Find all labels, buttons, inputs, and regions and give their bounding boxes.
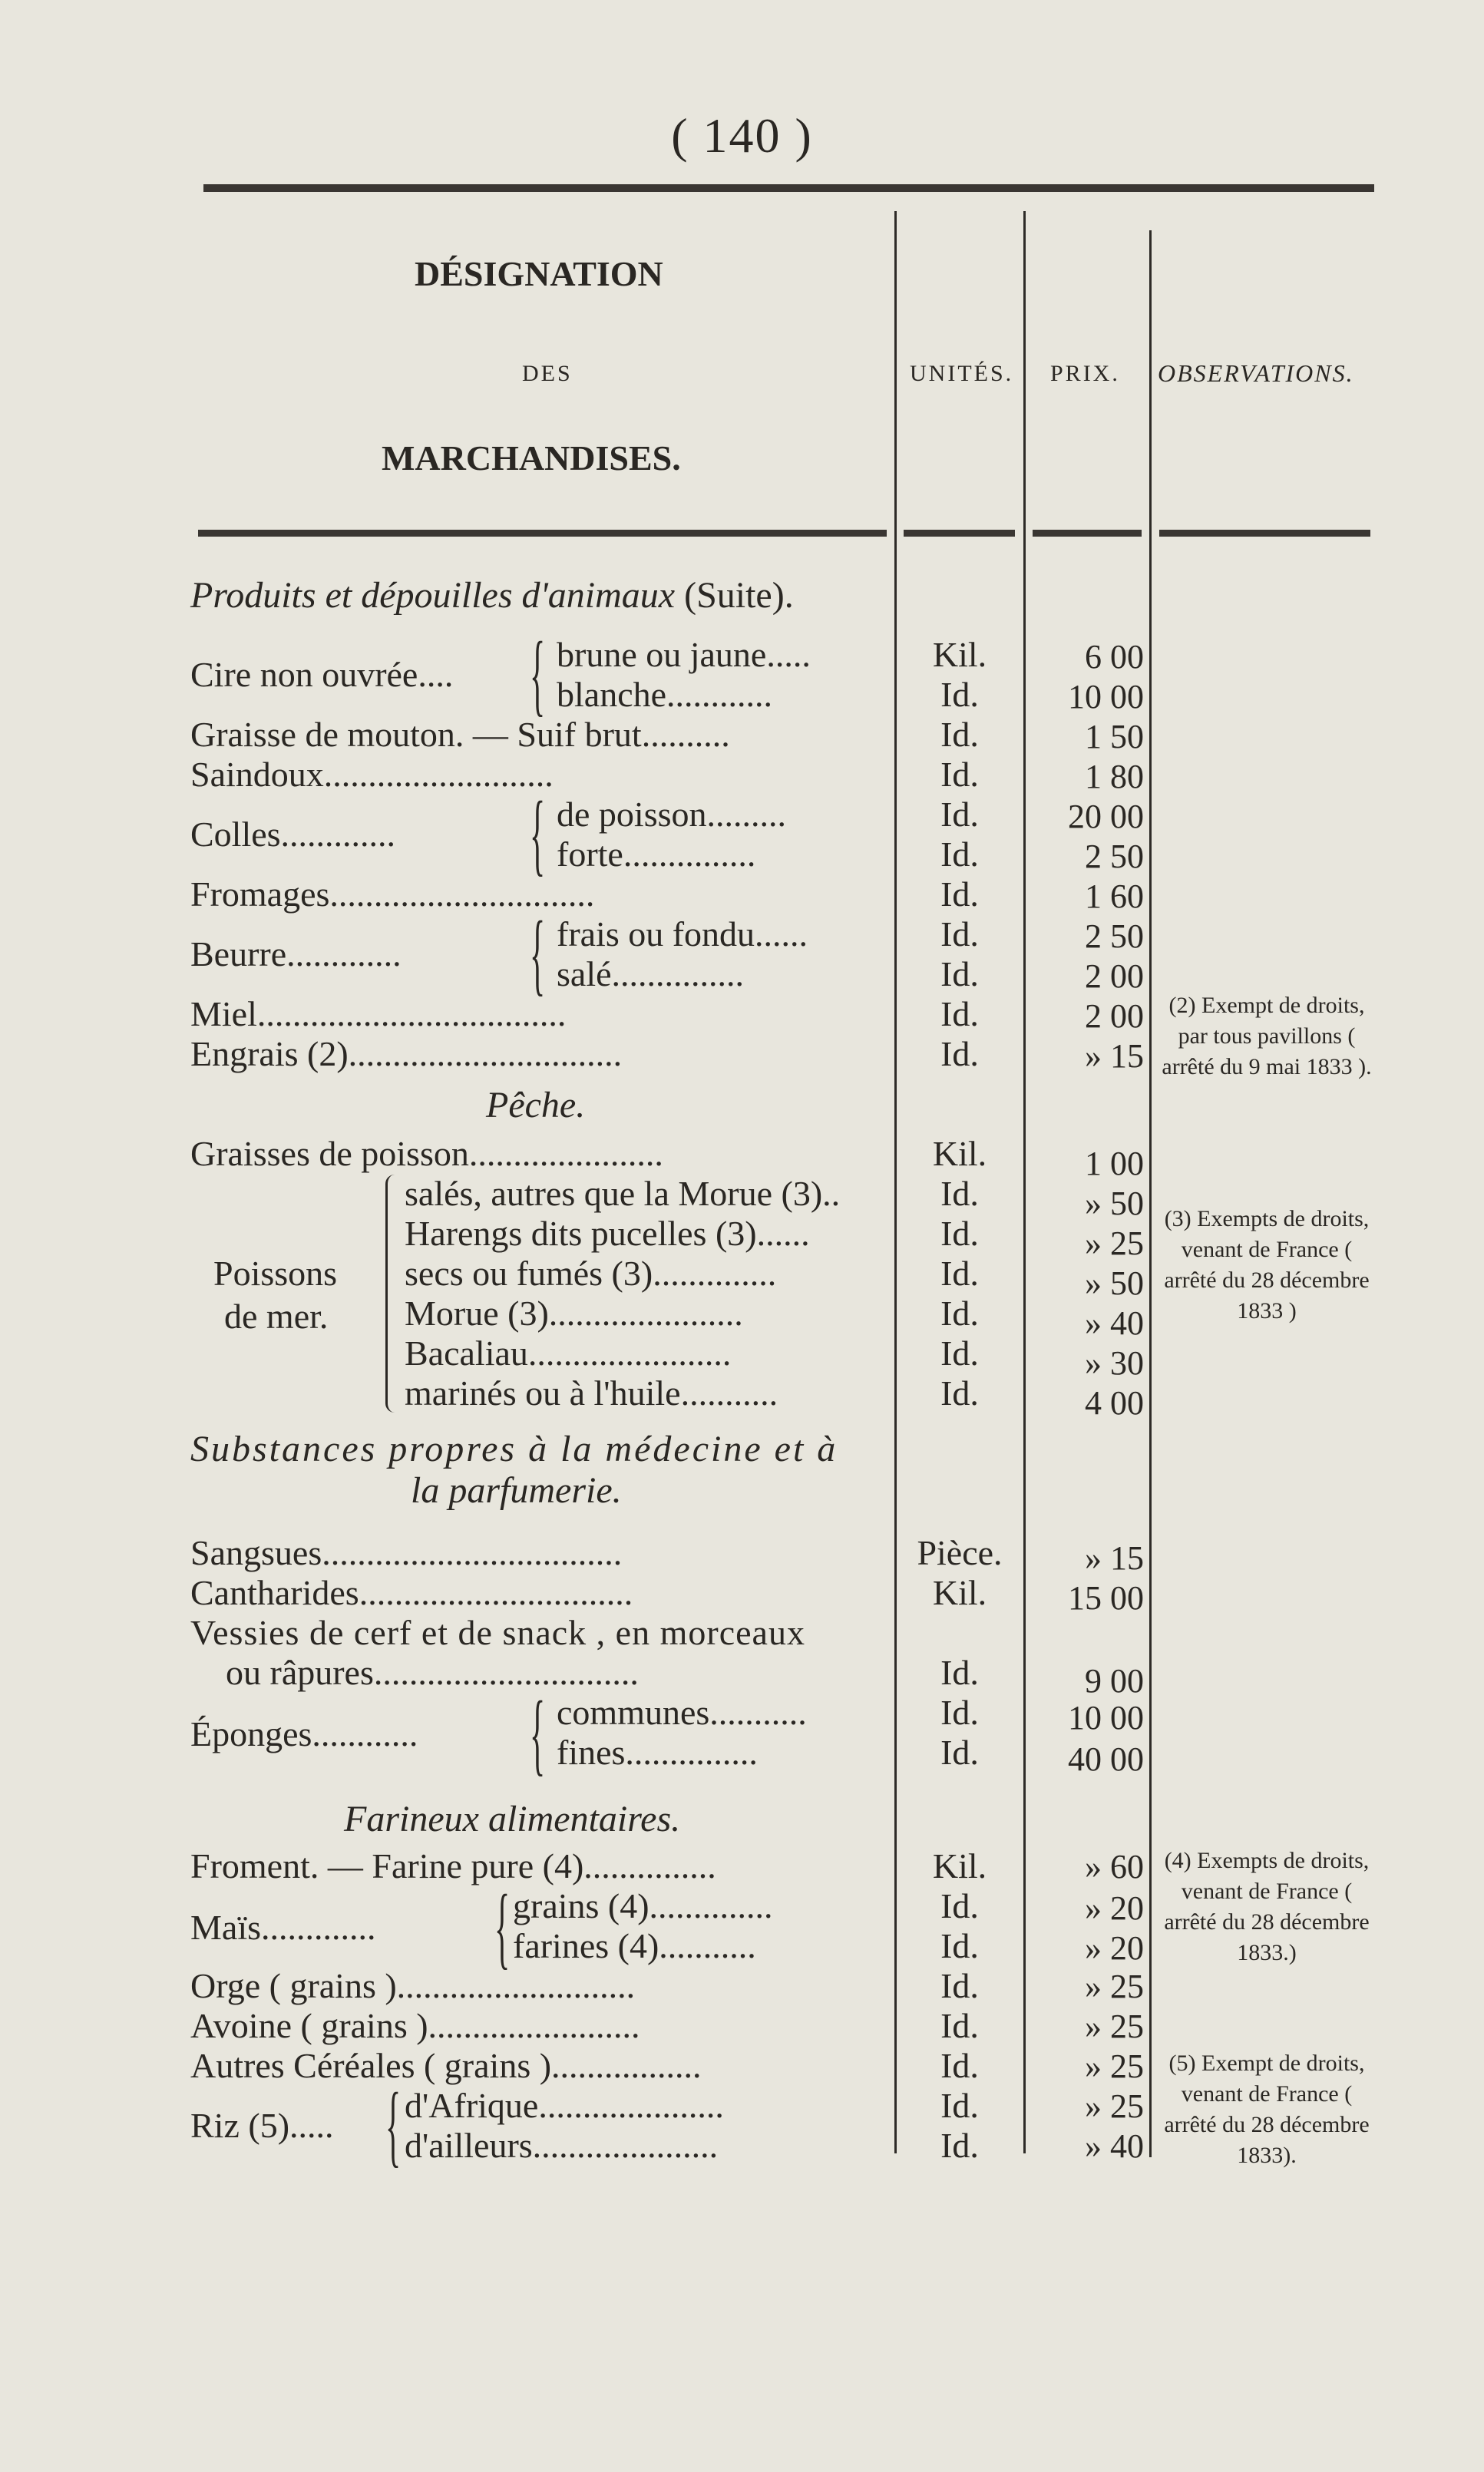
note-4: (4) Exempts de droits, venant de France ( arrêté du 28 décembre 1833.) — [1164, 1848, 1370, 1965]
row-colles-sub1: de poisson......... — [557, 795, 786, 834]
poissons-item-2-price: » 25 — [1085, 1224, 1144, 1262]
row-cantharides-label: Cantharides............................... — [190, 1573, 633, 1612]
row-miel-unit: Id. — [940, 994, 979, 1033]
row-riz-price2: » 40 — [1085, 2127, 1144, 2165]
row-cire-label: Cire non ouvrée.... — [190, 655, 454, 694]
row-mais-price2: » 20 — [1085, 1929, 1144, 1967]
row-eponges-price1: 10 00 — [1068, 1699, 1144, 1737]
row-cantharides-price: 15 00 — [1068, 1579, 1144, 1617]
header-designation: DÉSIGNATION — [415, 254, 663, 293]
header-prix: PRIX. — [1050, 361, 1120, 386]
row-riz-label: Riz (5)..... — [190, 2106, 334, 2145]
row-riz-price1: » 25 — [1085, 2087, 1144, 2125]
poissons-item-5-unit: Id. — [940, 1333, 979, 1373]
row-autres-price: » 25 — [1085, 2047, 1144, 2085]
poissons-item-3-label: secs ou fumés (3).............. — [405, 1254, 777, 1293]
note-3: (3) Exempts de droits, venant de France ( arrêté du 28 décembre 1833 ) — [1164, 1206, 1370, 1324]
row-autres-unit: Id. — [940, 2046, 979, 2085]
row-mais-sub1: grains (4).............. — [513, 1886, 773, 1925]
header-des: DES — [522, 361, 573, 386]
row-graisses-poisson-unit: Kil. — [932, 1134, 987, 1173]
row-saindoux-label: Saindoux.......................... — [190, 755, 554, 794]
row-colles-sub2: forte............... — [557, 834, 756, 874]
row-colles-label: Colles............. — [190, 815, 396, 854]
row-eponges-sub2: fines............... — [557, 1733, 758, 1772]
row-engrais-label: Engrais (2)............................... — [190, 1034, 623, 1073]
row-miel-label: Miel................................... — [190, 994, 567, 1033]
poissons-item-2-unit: Id. — [940, 1214, 979, 1253]
row-avoine-unit: Id. — [940, 2006, 979, 2045]
row-mais-unit2: Id. — [940, 1926, 979, 1965]
row-engrais-price: » 15 — [1085, 1037, 1144, 1075]
row-beurre-price1: 2 50 — [1085, 917, 1144, 955]
row-eponges-sub1: communes........... — [557, 1693, 807, 1732]
poissons-item-1-unit: Id. — [940, 1174, 979, 1213]
brace-eponges: { — [530, 1682, 546, 1784]
row-cantharides-unit: Kil. — [932, 1573, 987, 1612]
brace-colles: { — [530, 782, 546, 884]
row-avoine-label: Avoine ( grains )........................ — [190, 2006, 640, 2045]
row-beurre-sub1: frais ou fondu...... — [557, 914, 808, 953]
row-froment-unit: Kil. — [932, 1846, 987, 1885]
row-froment-label: Froment. — Farine pure (4)............... — [190, 1846, 716, 1885]
column-divider-unites — [894, 211, 897, 2153]
brace-poissons — [385, 1175, 398, 1413]
row-fromages-label: Fromages.............................. — [190, 874, 595, 914]
section-peche: Pêche. — [486, 1085, 586, 1125]
poissons-item-6-price: 4 00 — [1085, 1384, 1144, 1422]
row-graisses-poisson-label: Graisses de poisson...................... — [190, 1134, 663, 1173]
row-froment-price: » 60 — [1085, 1848, 1144, 1885]
poissons-item-1-price: » 50 — [1085, 1185, 1144, 1222]
row-cire-price2: 10 00 — [1068, 678, 1144, 715]
row-orge-unit: Id. — [940, 1966, 979, 2005]
row-sangsues-label: Sangsues.................................. — [190, 1533, 623, 1572]
row-mais-sub2: farines (4)........... — [513, 1926, 756, 1965]
row-colles-unit1: Id. — [940, 795, 979, 834]
section-produits-title: Produits et dépouilles d'animaux — [190, 575, 676, 616]
row-avoine-price: » 25 — [1085, 2008, 1144, 2045]
brace-riz: { — [385, 2074, 402, 2176]
brace-mais: { — [494, 1875, 511, 1978]
row-vessies-unit: Id. — [940, 1653, 979, 1692]
header-unites: UNITÉS. — [910, 361, 1014, 386]
row-eponges-unit1: Id. — [940, 1693, 979, 1732]
section-substances-line2: la parfumerie. — [411, 1470, 622, 1511]
page-number: ( 140 ) — [671, 108, 813, 163]
row-eponges-label: Éponges............ — [190, 1714, 418, 1753]
row-riz-sub1: d'Afrique..................... — [405, 2086, 724, 2125]
poissons-item-5-price: » 30 — [1085, 1344, 1144, 1382]
row-saindoux-price: 1 80 — [1085, 758, 1144, 795]
column-divider-observations — [1149, 230, 1152, 2157]
top-rule — [203, 184, 1374, 192]
row-orge-label: Orge ( grains )........................... — [190, 1966, 636, 2005]
poissons-item-3-unit: Id. — [940, 1254, 979, 1293]
poissons-item-1-label: salés, autres que la Morue (3).. — [405, 1174, 841, 1213]
poissons-item-2-label: Harengs dits pucelles (3)...... — [405, 1214, 810, 1253]
row-eponges-unit2: Id. — [940, 1733, 979, 1772]
row-colles-unit2: Id. — [940, 834, 979, 874]
poissons-item-5-label: Bacaliau....................... — [405, 1333, 732, 1373]
row-fromages-price: 1 60 — [1085, 877, 1144, 915]
header-observations: OBSERVATIONS. — [1158, 359, 1354, 387]
row-cire-price1: 6 00 — [1085, 638, 1144, 676]
poissons-item-4-label: Morue (3)...................... — [405, 1294, 743, 1333]
row-graisse-mouton-label: Graisse de mouton. — Suif brut.......... — [190, 715, 730, 754]
row-beurre-unit2: Id. — [940, 954, 979, 993]
row-vessies-label2: ou râpures.............................. — [226, 1653, 639, 1692]
header-rule-prix — [1033, 530, 1142, 537]
row-vessies-price: 9 00 — [1085, 1662, 1144, 1700]
row-riz-unit2: Id. — [940, 2126, 979, 2165]
row-eponges-price2: 40 00 — [1068, 1740, 1144, 1778]
row-beurre-label: Beurre............. — [190, 934, 402, 973]
row-engrais-unit: Id. — [940, 1034, 979, 1073]
row-beurre-price2: 2 00 — [1085, 957, 1144, 995]
note-5: (5) Exempt de droits, venant de France ( arrêté du 28 décembre 1833). — [1164, 2051, 1370, 2168]
brace-beurre: { — [530, 902, 546, 1004]
row-riz-unit1: Id. — [940, 2086, 979, 2125]
header-rule-designation — [198, 530, 887, 537]
row-cire-sub2: blanche............ — [557, 675, 773, 714]
poissons-item-4-price: » 40 — [1085, 1304, 1144, 1342]
row-graisses-poisson-price: 1 00 — [1085, 1145, 1144, 1182]
header-marchandises: MARCHANDISES. — [382, 438, 681, 478]
row-cire-sub1: brune ou jaune..... — [557, 635, 811, 674]
poissons-label-2: de mer. — [224, 1297, 329, 1336]
row-sangsues-unit: Pièce. — [917, 1533, 1003, 1572]
row-mais-price1: » 20 — [1085, 1889, 1144, 1927]
header-rule-observations — [1159, 530, 1370, 537]
row-fromages-unit: Id. — [940, 874, 979, 914]
row-mais-label: Maïs............. — [190, 1908, 376, 1947]
row-miel-price: 2 00 — [1085, 997, 1144, 1035]
row-vessies-label1: Vessies de cerf et de snack , en morceaux — [190, 1613, 805, 1652]
row-saindoux-unit: Id. — [940, 755, 979, 794]
brace-cire: { — [530, 623, 546, 725]
row-graisse-mouton-price: 1 50 — [1085, 718, 1144, 755]
poissons-item-4-unit: Id. — [940, 1294, 979, 1333]
note-2: (2) Exempt de droits, par tous pavillons ( arrêté du 9 mai 1833 ). — [1162, 993, 1372, 1079]
row-beurre-sub2: salé............... — [557, 954, 745, 993]
row-sangsues-price: » 15 — [1085, 1539, 1144, 1577]
poissons-label-1: Poissons — [213, 1254, 338, 1293]
section-farineux: Farineux alimentaires. — [344, 1799, 681, 1839]
section-produits — [190, 574, 794, 616]
row-cire-unit2: Id. — [940, 675, 979, 714]
row-beurre-unit1: Id. — [940, 914, 979, 953]
poissons-item-6-unit: Id. — [940, 1373, 979, 1413]
section-produits-suite: (Suite). — [684, 575, 794, 616]
row-riz-sub2: d'ailleurs..................... — [405, 2126, 719, 2165]
row-graisse-mouton-unit: Id. — [940, 715, 979, 754]
row-colles-price2: 2 50 — [1085, 838, 1144, 875]
poissons-item-6-label: marinés ou à l'huile........... — [405, 1373, 778, 1413]
row-colles-price1: 20 00 — [1068, 798, 1144, 835]
row-cire-unit1: Kil. — [932, 635, 987, 674]
row-orge-price: » 25 — [1085, 1968, 1144, 2005]
section-substances-line1: Substances propres à la médecine et à — [190, 1429, 838, 1469]
header-rule-unites — [904, 530, 1015, 537]
row-mais-unit1: Id. — [940, 1886, 979, 1925]
poissons-item-3-price: » 50 — [1085, 1264, 1144, 1302]
row-autres-label: Autres Céréales ( grains )................. — [190, 2046, 702, 2085]
